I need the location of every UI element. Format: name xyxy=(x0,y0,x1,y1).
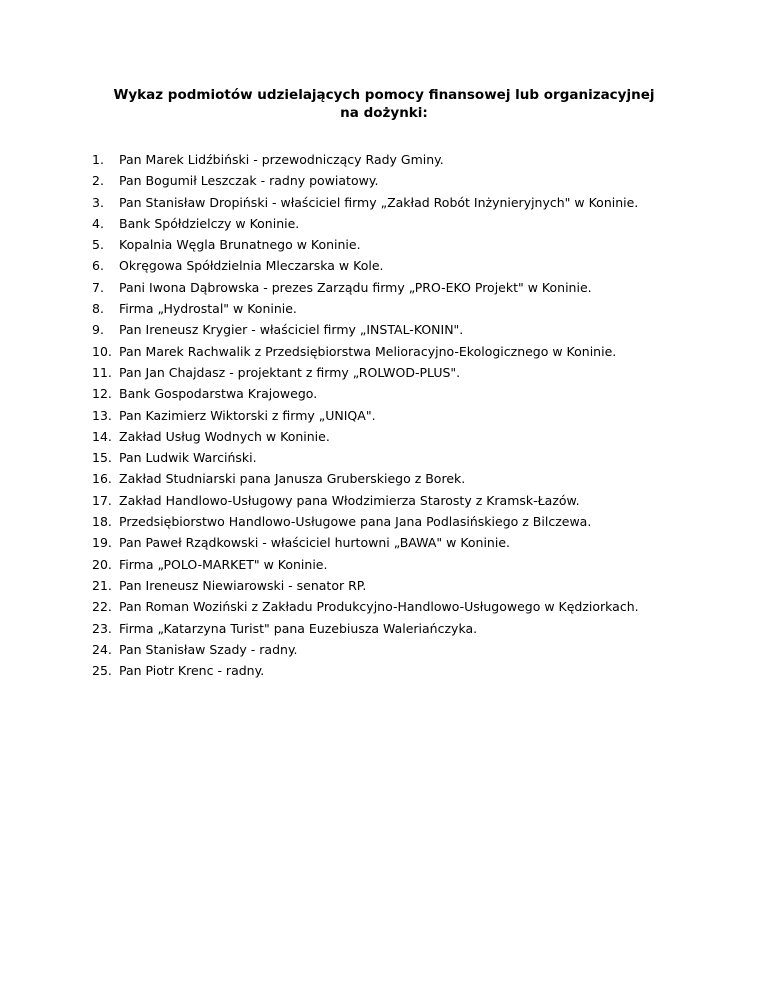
list-item-number: 19. xyxy=(92,535,112,551)
list-item xyxy=(92,172,639,193)
list-item-number: 4. xyxy=(92,215,104,231)
list-item-text: Firma „Katarzyna Turist" pana Euzebiusza Waleriańczyka. xyxy=(119,620,478,636)
list-item xyxy=(92,257,639,278)
list-item-number: 11. xyxy=(92,364,112,380)
title-line-1: Wykaz podmiotów udzielających pomocy finansowej lub organizacyjnej xyxy=(113,87,655,103)
list-item-number: 20. xyxy=(92,556,112,572)
list-item-number: 25. xyxy=(92,663,112,679)
list-item xyxy=(92,620,639,641)
list-item-text: Pan Ireneusz Krygier - właściciel firmy „INSTAL-KONIN". xyxy=(119,322,464,338)
list-item-number: 10. xyxy=(92,343,112,359)
list-item xyxy=(92,470,639,491)
list-item-number: 23. xyxy=(92,620,112,636)
list-item-number: 18. xyxy=(92,514,112,530)
list-item-number: 8. xyxy=(92,301,104,317)
list-item xyxy=(92,513,639,534)
list-item xyxy=(92,641,639,662)
list-item-text: Pan Stanisław Szady - radny. xyxy=(119,641,298,657)
list-item xyxy=(92,343,639,364)
list-item-text: Pan Kazimierz Wiktorski z firmy „UNIQA". xyxy=(119,407,376,423)
list-item-number: 9. xyxy=(92,322,104,338)
list-item xyxy=(92,556,639,577)
list-item-number: 22. xyxy=(92,599,112,615)
list-item-number: 15. xyxy=(92,450,112,466)
list-item-text: Pan Stanisław Dropiński - właściciel firmy „Zakład Robót Inżynieryjnych" w Koninie. xyxy=(119,194,639,210)
list-item-text: Pan Ireneusz Niewiarowski - senator RP. xyxy=(119,577,367,593)
list-item xyxy=(92,321,639,342)
list-item-text: Pan Ludwik Warciński. xyxy=(119,450,257,466)
list-item-text: Zakład Handlowo-Usługowy pana Włodzimierza Starosty z Kramsk-Łazów. xyxy=(119,492,580,508)
document-title xyxy=(0,86,768,122)
list-item-text: Kopalnia Węgla Brunatnego w Koninie. xyxy=(119,237,361,253)
list-item xyxy=(92,428,639,449)
list-item-text: Przedsiębiorstwo Handlowo-Usługowe pana Jana Podlasińskiego z Bilczewa. xyxy=(119,514,592,530)
list-item-number: 12. xyxy=(92,386,112,402)
list-item-number: 5. xyxy=(92,237,104,253)
list-item-number: 16. xyxy=(92,471,112,487)
list-item-number: 24. xyxy=(92,641,112,657)
list-item-text: Bank Spółdzielczy w Koninie. xyxy=(119,215,300,231)
title-line-2: na dożynki: xyxy=(340,105,428,121)
list-item xyxy=(92,194,639,215)
list-item-number: 13. xyxy=(92,407,112,423)
list-item xyxy=(92,492,639,513)
list-item-text: Pan Roman Woziński z Zakładu Produkcyjno-Handlowo-Usługowego w Kędziorkach. xyxy=(119,599,639,615)
list-item xyxy=(92,662,639,683)
list-item-text: Pan Paweł Rządkowski - właściciel hurtowni „BAWA" w Koninie. xyxy=(119,535,510,551)
list-item xyxy=(92,534,639,555)
list-item-text: Pan Jan Chajdasz - projektant z firmy „ROLWOD-PLUS". xyxy=(119,364,461,380)
list-item-number: 21. xyxy=(92,577,112,593)
list-item-text: Pan Piotr Krenc - radny. xyxy=(119,663,265,679)
list-item-text: Okręgowa Spółdzielnia Mleczarska w Kole. xyxy=(119,258,384,274)
list-item-number: 7. xyxy=(92,279,104,295)
list-item-text: Firma „Hydrostal" w Koninie. xyxy=(119,301,297,317)
list-item xyxy=(92,598,639,619)
list-item-text: Bank Gospodarstwa Krajowego. xyxy=(119,386,318,402)
list-item xyxy=(92,279,639,300)
list-item-text: Zakład Studniarski pana Janusza Gruberskiego z Borek. xyxy=(119,471,466,487)
supporters-list xyxy=(92,151,639,683)
list-item xyxy=(92,407,639,428)
list-item xyxy=(92,215,639,236)
list-item-number: 1. xyxy=(92,152,104,167)
list-item-number: 17. xyxy=(92,492,112,508)
list-item xyxy=(92,300,639,321)
list-item xyxy=(92,364,639,385)
list-item-text: Pan Marek Rachwalik z Przedsiębiorstwa Melioracyjno-Ekologicznego w Koninie. xyxy=(119,343,617,359)
list-item-number: 6. xyxy=(92,258,104,274)
list-item-text: Zakład Usług Wodnych w Koninie. xyxy=(119,428,330,444)
list-item-text: Pani Iwona Dąbrowska - prezes Zarządu firmy „PRO-EKO Projekt" w Koninie. xyxy=(119,279,592,295)
list-item-text: Firma „POLO-MARKET" w Koninie. xyxy=(119,556,328,572)
list-item xyxy=(92,385,639,406)
list-item xyxy=(92,449,639,470)
list-item-number: 3. xyxy=(92,194,104,210)
list-item xyxy=(92,151,639,172)
list-item-number: 2. xyxy=(92,173,104,189)
list-item-text: Pan Marek Lidźbiński - przewodniczący Rady Gminy. xyxy=(119,152,444,167)
list-item xyxy=(92,236,639,257)
list-item xyxy=(92,577,639,598)
list-item-text: Pan Bogumił Leszczak - radny powiatowy. xyxy=(119,173,379,189)
list-item-number: 14. xyxy=(92,428,112,444)
